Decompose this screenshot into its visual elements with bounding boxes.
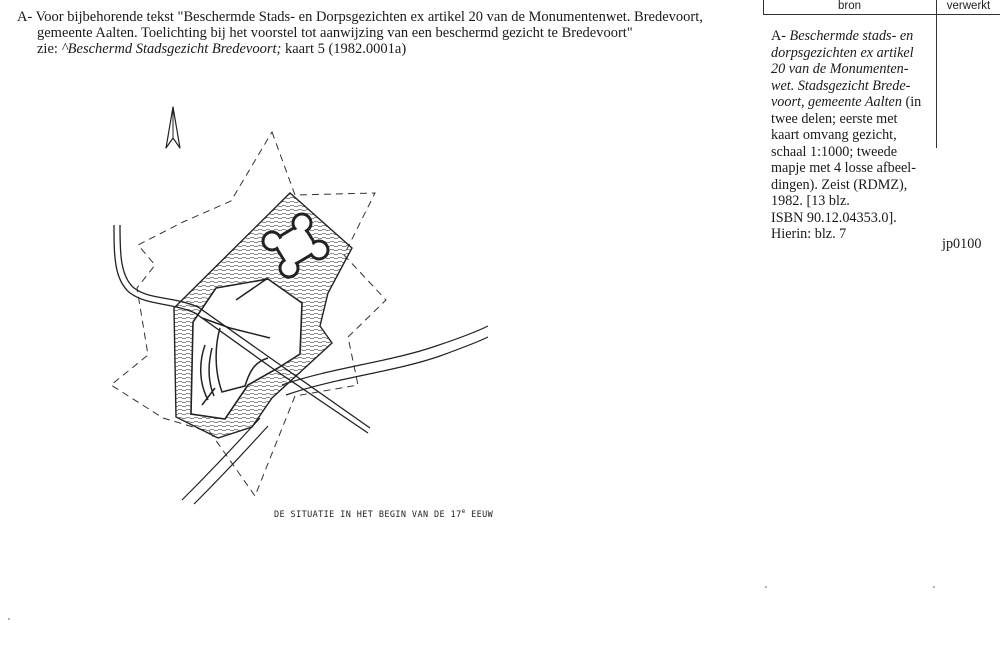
bron-line: mapje met 4 losse afbeel- [771, 160, 916, 176]
caption-sup: e [461, 508, 466, 515]
bron-title: wet. Stadsgezicht Brede- [771, 77, 911, 94]
bron-line [771, 28, 935, 45]
bron-title: dorpsgezichten ex artikel [771, 44, 914, 61]
scan-speck [8, 618, 10, 620]
header-verwerkt: verwerkt [946, 0, 991, 12]
table-column-divider [936, 0, 937, 148]
north-arrow-icon [166, 107, 180, 148]
table-rule [763, 14, 1000, 15]
bron-line: ISBN 90.12.04353.0]. [771, 209, 897, 226]
town-map [90, 100, 510, 530]
bron-text: (in [901, 94, 922, 110]
bron-line: twee delen; eerste met [771, 110, 898, 127]
bron-prefix: A- [771, 28, 790, 44]
bron-line: Hierin: blz. 7 [771, 226, 847, 242]
bron-title: voort, gemeente Aalten [771, 94, 902, 110]
bron-line: kaart omvang gezicht, [771, 127, 897, 143]
caption-text-end: EEUW [465, 509, 494, 520]
bron-title: Beschermde stads- en [789, 28, 914, 44]
reference-prefix: zie: [37, 41, 62, 57]
bron-title: 20 van de Monumenten- [771, 61, 909, 77]
source-table [763, 0, 1000, 270]
document-text [17, 9, 742, 57]
scan-speck [933, 586, 935, 588]
map-caption [274, 508, 493, 520]
header-bron: bron [837, 0, 862, 12]
reference-line [17, 41, 742, 57]
bron-entry [771, 28, 935, 243]
caption-text: DE SITUATIE IN HET BEGIN VAN DE 17 [274, 509, 462, 520]
scan-speck [765, 586, 767, 588]
bron-line [771, 78, 935, 95]
bron-line [771, 61, 935, 78]
verwerkt-code: jp0100 [942, 236, 982, 252]
bron-line [771, 94, 935, 111]
table-border-left [763, 0, 764, 15]
bron-line [771, 45, 935, 62]
text-line: gemeente Aalten. Toelichting bij het voorstel tot aanwijzing van een beschermd gezicht te Bredevoort" [37, 25, 633, 41]
reference-suffix: kaart 5 (1982.0001a) [281, 41, 407, 57]
bron-line: schaal 1:1000; tweede [771, 143, 898, 160]
reference-title: ^Beschermd Stadsgezicht Bredevoort; [61, 41, 282, 57]
bron-line: dingen). Zeist (RDMZ), [771, 176, 908, 193]
text-line: A- Voor bijbehorende tekst "Beschermde Stads- en Dorpsgezichten ex artikel 20 van de Monumentenwet. Bredevoort, [17, 9, 703, 25]
bron-line: 1982. [13 blz. [771, 193, 850, 209]
